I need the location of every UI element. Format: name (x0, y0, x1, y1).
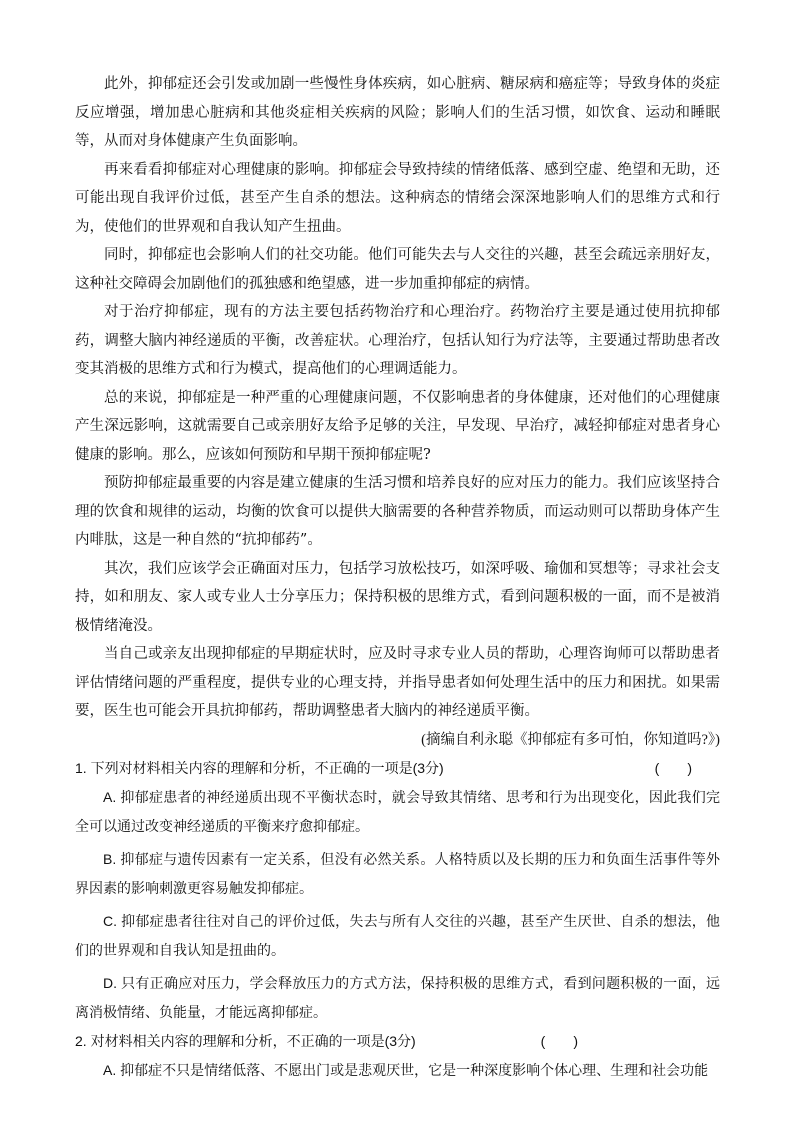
body-paragraph: 再来看看抑郁症对心理健康的影响。抑郁症会导致持续的情绪低落、感到空虚、绝望和无助，还可能出现自我评价过低，甚至产生自杀的想法。这种病态的情绪会深深地影响人们的思维方式和行为，使他们的世界观和自我认知产生扭曲。 (75, 161, 720, 235)
body-paragraph: 其次，我们应该学会正确面对压力，包括学习放松技巧，如深呼吸、瑜伽和冥想等；寻求社会支持，如和朋友、家人或专业人士分享压力；保持积极的思维方式，看到问题积极的一面，而不是被消极情绪淹没。 (75, 560, 720, 634)
question-1-stem-row (75, 754, 720, 783)
body-paragraph: 预防抑郁症最重要的内容是建立健康的生活习惯和培养良好的应对压力的能力。我们应该坚持合理的饮食和规律的运动，均衡的饮食可以提供大脑需要的各种营养物质，而运动则可以帮助身体产生内啡肽，这是一种自然的“抗抑郁药”。 (75, 475, 720, 548)
body-paragraph: 同时，抑郁症也会影响人们的社交功能。他们可能失去与人交往的兴趣，甚至会疏远亲朋好友，这种社交障碍会加剧他们的孤独感和绝望感，进一步加重抑郁症的病情。 (75, 247, 720, 292)
question-1-option-b: B. 抑郁症与遗传因素有一定关系，但没有必然关系。人格特质以及长期的压力和负面生活事件等外界因素的影响刺激更容易触发抑郁症。 (75, 851, 720, 896)
question-2-stem-row (75, 1027, 720, 1056)
source-citation: (摘编自利永聪《抑郁症有多可怕，你知道吗?》) (421, 731, 720, 748)
question-1-answer-bracket: ( ) (654, 760, 692, 776)
question-1-option-d: D. 只有正确应对压力，学会释放压力的方式方法，保持积极的思维方式，看到问题积极的一面，远离消极情绪、负能量，才能远离抑郁症。 (75, 975, 720, 1020)
question-2-answer-bracket: ( ) (540, 1033, 578, 1049)
body-paragraph: 当自己或亲友出现抑郁症的早期症状时，应及时寻求专业人员的帮助，心理咨询师可以帮助患者评估情绪问题的严重程度，提供专业的心理支持，并指导患者如何处理生活中的压力和困扰。如果需要，医生也可能会开具抗抑郁药，帮助调整患者大脑内的神经递质平衡。 (75, 646, 720, 719)
question-1-option-a: A. 抑郁症患者的神经递质出现不平衡状态时，就会导致其情绪、思考和行为出现变化，因此我们完全可以通过改变神经递质的平衡来疗愈抑郁症。 (75, 789, 720, 834)
question-2-option-a: A. 抑郁症不只是情绪低落、不愿出门或是悲观厌世，它是一种深度影响个体心理、生理和社会功能 (103, 1062, 709, 1078)
question-1-option-c: C. 抑郁症患者往往对自己的评价过低，失去与所有人交往的兴趣，甚至产生厌世、自杀的想法，他们的世界观和自我认知是扭曲的。 (75, 913, 720, 958)
document-page (75, 70, 720, 1085)
question-2-stem: 2. 对材料相关内容的理解和分析，不正确的一项是(3分) (75, 1033, 416, 1049)
question-1-stem: 1. 下列对材料相关内容的理解和分析，不正确的一项是(3分) (75, 760, 444, 776)
body-paragraph: 对于治疗抑郁症，现有的方法主要包括药物治疗和心理治疗。药物治疗主要是通过使用抗抑郁药，调整大脑内神经递质的平衡，改善症状。心理治疗，包括认知行为疗法等，主要通过帮助患者改变其消极的思维方式和行为模式，提高他们的心理调适能力。 (75, 304, 720, 377)
body-paragraph: 总的来说，抑郁症是一种严重的心理健康问题，不仅影响患者的身体健康，还对他们的心理健康产生深远影响，这就需要自己或亲朋好友给予足够的关注，早发现、早治疗，减轻抑郁症对患者身心健康的影响。那么，应该如何预防和早期干预抑郁症呢? (75, 389, 720, 463)
body-paragraph: 此外，抑郁症还会引发或加剧一些慢性身体疾病，如心脏病、糖尿病和癌症等；导致身体的炎症反应增强，增加患心脏病和其他炎症相关疾病的风险；影响人们的生活习惯，如饮食、运动和睡眠等，从而对身体健康产生负面影响。 (75, 76, 720, 149)
